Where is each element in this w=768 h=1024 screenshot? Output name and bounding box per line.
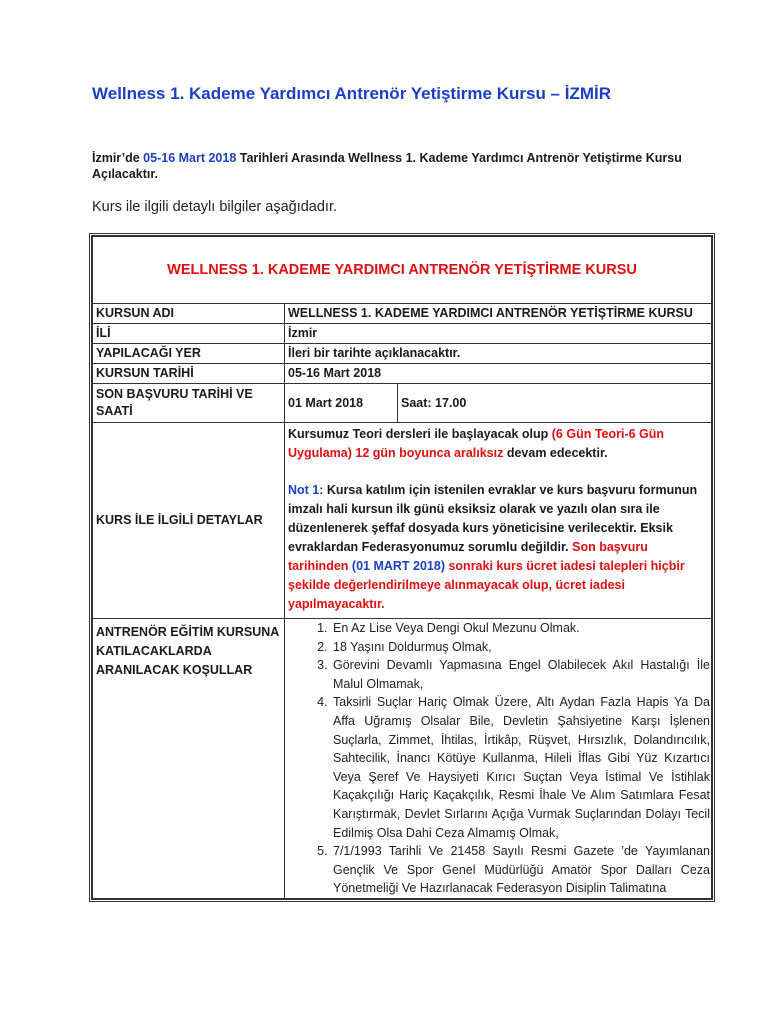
deadline-highlight: (01 MART 2018) xyxy=(351,559,445,573)
course-date-value: 05-16 Mart 2018 xyxy=(285,364,712,384)
intro-paragraph xyxy=(92,150,692,182)
note-label: Not 1: xyxy=(288,483,324,497)
conditions-content xyxy=(285,619,712,899)
table-row xyxy=(93,364,712,384)
table-banner-row xyxy=(93,237,712,304)
details-duration: (6 Gün Teori-6 Gün Uygulama) 12 gün boyunca aralıksız xyxy=(288,427,665,460)
page-title: Wellness 1. Kademe Yardımcı Antrenör Yetiştirme Kursu – İZMİR xyxy=(92,84,611,103)
table-row xyxy=(93,304,712,324)
details-text: devam edecektir. xyxy=(503,446,608,460)
table-row xyxy=(93,384,712,423)
table-row xyxy=(93,324,712,344)
list-item: 3. Görevini Devamlı Yapmasına Engel Olabilecek Akıl Hastalığı İle Malul Olmamak, xyxy=(331,656,710,693)
intro-dates: 05-16 Mart 2018 xyxy=(143,151,237,165)
city-label: İLİ xyxy=(93,324,285,344)
course-info-table xyxy=(89,233,715,902)
deadline-time: Saat: 17.00 xyxy=(398,384,712,423)
list-item: 4. Taksirli Suçlar Hariç Olmak Üzere, Altı Aydan Fazla Hapis Ya Da Affa Uğramış Olsalar Bile, Devletin Şahsiyetine Karşı İşlenen Suçlarla, Zimmet, İhtilas, İrtikâp, Rüşvet, Hırsızlık, Dolandırıcılık, Sahtecilik, İnancı Kötüye Kullanma, Hileli İflas Gibi Yüz Kızartıcı Veya Şeref Ve Haysiyeti Kırıcı Suçtan Veya İstimal Ve İstihlak Kaçakçılığı Hariç Kaçakçılık, Resmi İhale Ve Alım Satımlara Fesat Karıştırmak, Devlet Sırlarını Açığa Vurmak Suçlarından Dolayı Tecil Edilmiş Olsa Dahi Ceza Almamış Olmak, xyxy=(331,693,710,842)
details-content xyxy=(285,423,712,619)
details-paragraph-2 xyxy=(288,481,708,614)
intro-text-end: Tarihleri Arasında Wellness 1. Kademe Yardımcı Antrenör Yetiştirme Kursu Açılacaktır. xyxy=(92,151,682,181)
details-intro-line: Kurs ile ilgili detaylı bilgiler aşağıdadır. xyxy=(92,199,338,215)
table-banner: WELLNESS 1. KADEME YARDIMCI ANTRENÖR YETİŞTİRME KURSU xyxy=(93,237,712,304)
deadline-date: 01 Mart 2018 xyxy=(285,384,398,423)
table-row xyxy=(93,619,712,899)
intro-text-start: İzmir’de xyxy=(92,151,144,165)
deadline-label: SON BAŞVURU TARİHİ VE SAATİ xyxy=(93,384,285,423)
table-row xyxy=(93,423,712,619)
venue-label: YAPILACAĞI YER xyxy=(93,344,285,364)
list-item: 2. 18 Yaşını Doldurmuş Olmak, xyxy=(331,638,710,657)
list-item: 1. En Az Lise Veya Dengi Okul Mezunu Olmak. xyxy=(331,619,710,638)
course-name-label: KURSUN ADI xyxy=(93,304,285,324)
course-date-label: KURSUN TARİHİ xyxy=(93,364,285,384)
details-paragraph-1 xyxy=(288,425,708,463)
details-text: yazılı olan sıra ile düzenlenerek şeffaf dosyada kurs yöneticisine verilecektir. xyxy=(288,502,660,535)
list-item: 5. 7/1/1993 Tarihli Ve 21458 Sayılı Resmi Gazete ’de Yayımlanan Gençlik Ve Spor Genel Müdürlüğü Amatör Spor Dalları Ceza Yönetmeliği Ve Hazırlanacak Federasyon Disiplin Talimatına xyxy=(331,842,710,898)
city-value: İzmir xyxy=(285,324,712,344)
venue-value: İleri bir tarihte açıklanacaktır. xyxy=(285,344,712,364)
table-row xyxy=(93,344,712,364)
details-text: Kursa katılım için istenilen evraklar ve kurs başvuru formunun imzalı hali kursun ilk günü eksiksiz olarak ve xyxy=(288,483,698,516)
course-name-value: WELLNESS 1. KADEME YARDIMCI ANTRENÖR YETİŞTİRME KURSU xyxy=(285,304,712,324)
details-text: Kursumuz Teori dersleri ile başlayacak olup xyxy=(288,427,552,441)
refund-warning: sonraki kurs ücret iadesi talepleri hiçbir şekilde değerlendirilmeye alınmayacak olup, ücret iadesi yapılmayacaktır. xyxy=(288,559,685,611)
details-label: KURS İLE İLGİLİ DETAYLAR xyxy=(93,423,285,619)
refund-warning: Son başvuru tarihinden xyxy=(288,540,648,573)
conditions-label: ANTRENÖR EĞİTİM KURSUNA KATILACAKLARDA ARANILACAK KOŞULLAR xyxy=(93,619,285,899)
details-text: Eksik evraklardan Federasyonumuz sorumlu değildir. xyxy=(288,521,673,554)
conditions-list xyxy=(285,619,710,898)
